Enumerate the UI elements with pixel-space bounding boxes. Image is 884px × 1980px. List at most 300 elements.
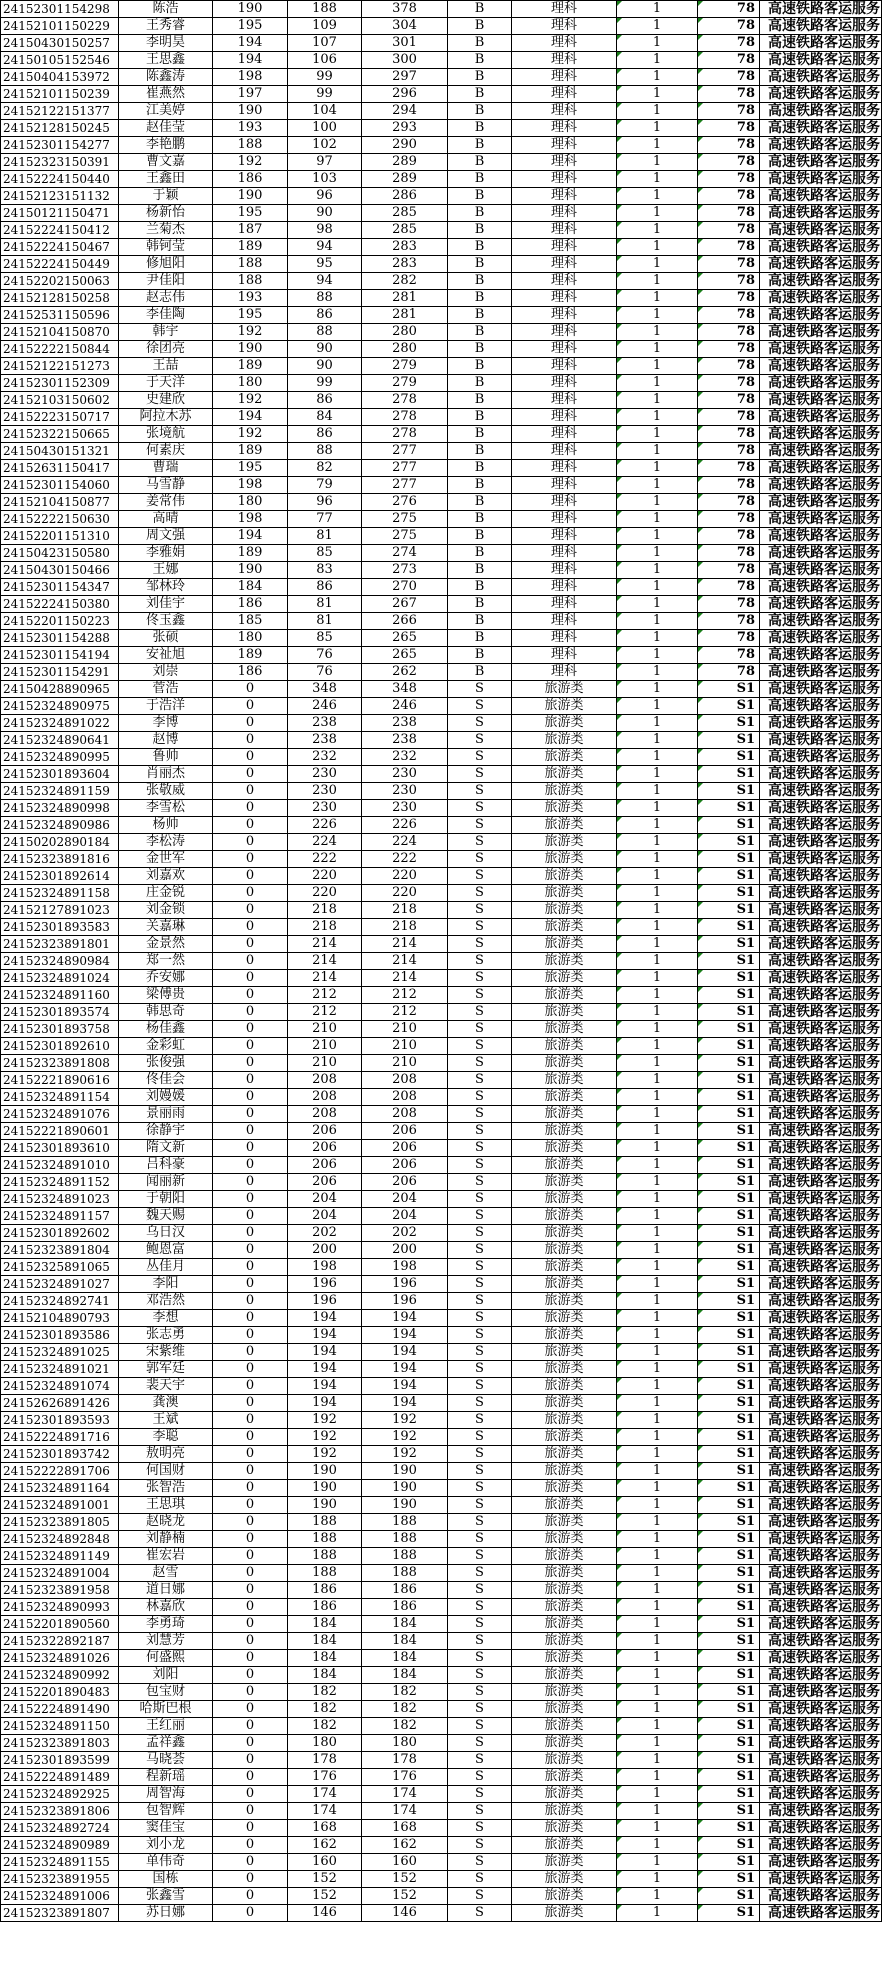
score-b-cell: 190: [288, 1463, 362, 1480]
name-cell: 张鑫雪: [119, 1888, 213, 1905]
total-score-cell: 304: [362, 18, 448, 35]
total-score-cell: 283: [362, 256, 448, 273]
major-cell: 高速铁路客运服务: [760, 256, 882, 273]
count-cell: 1: [617, 562, 698, 579]
score-b-cell: 82: [288, 460, 362, 477]
score-b-cell: 200: [288, 1242, 362, 1259]
category-cell: S: [448, 1667, 512, 1684]
score-a-cell: 190: [213, 1, 288, 18]
major-cell: 高速铁路客运服务: [760, 1106, 882, 1123]
name-cell: 程新瑶: [119, 1769, 213, 1786]
name-cell: 李松涛: [119, 834, 213, 851]
score-a-cell: 0: [213, 834, 288, 851]
score-a-cell: 195: [213, 18, 288, 35]
score-a-cell: 0: [213, 1752, 288, 1769]
exam-id-cell: 24152101150229: [1, 18, 119, 35]
group-cell: S1: [698, 800, 760, 817]
table-row: [1, 664, 882, 681]
name-cell: 菅浩: [119, 681, 213, 698]
score-a-cell: 0: [213, 851, 288, 868]
name-cell: 杨佳鑫: [119, 1021, 213, 1038]
name-cell: 赵雪: [119, 1565, 213, 1582]
table-row: [1, 290, 882, 307]
score-a-cell: 187: [213, 222, 288, 239]
subject-cell: 旅游类: [512, 1803, 617, 1820]
major-cell: 高速铁路客运服务: [760, 52, 882, 69]
category-cell: B: [448, 613, 512, 630]
name-cell: 张硕: [119, 630, 213, 647]
group-cell: S1: [698, 1769, 760, 1786]
group-cell: 78: [698, 443, 760, 460]
table-row: [1, 1, 882, 18]
exam-id-cell: 24152531150596: [1, 307, 119, 324]
subject-cell: 旅游类: [512, 1072, 617, 1089]
score-a-cell: 0: [213, 1004, 288, 1021]
exam-id-cell: 24152324891149: [1, 1548, 119, 1565]
score-b-cell: 81: [288, 596, 362, 613]
count-cell: 1: [617, 698, 698, 715]
total-score-cell: 280: [362, 341, 448, 358]
total-score-cell: 176: [362, 1769, 448, 1786]
group-cell: S1: [698, 851, 760, 868]
total-score-cell: 301: [362, 35, 448, 52]
name-cell: 崔宏岩: [119, 1548, 213, 1565]
group-cell: S1: [698, 1565, 760, 1582]
major-cell: 高速铁路客运服务: [760, 1259, 882, 1276]
group-cell: 78: [698, 86, 760, 103]
group-cell: 78: [698, 579, 760, 596]
total-score-cell: 348: [362, 681, 448, 698]
exam-id-cell: 24152323891807: [1, 1905, 119, 1922]
total-score-cell: 146: [362, 1905, 448, 1922]
count-cell: 1: [617, 324, 698, 341]
score-a-cell: 0: [213, 1701, 288, 1718]
major-cell: 高速铁路客运服务: [760, 545, 882, 562]
count-cell: 1: [617, 188, 698, 205]
category-cell: S: [448, 715, 512, 732]
exam-id-cell: 24152301154277: [1, 137, 119, 154]
total-score-cell: 208: [362, 1106, 448, 1123]
score-b-cell: 76: [288, 664, 362, 681]
count-cell: 1: [617, 613, 698, 630]
group-cell: S1: [698, 1497, 760, 1514]
major-cell: 高速铁路客运服务: [760, 188, 882, 205]
score-b-cell: 104: [288, 103, 362, 120]
category-cell: S: [448, 936, 512, 953]
major-cell: 高速铁路客运服务: [760, 1140, 882, 1157]
group-cell: 78: [698, 52, 760, 69]
total-score-cell: 200: [362, 1242, 448, 1259]
group-cell: S1: [698, 885, 760, 902]
category-cell: B: [448, 103, 512, 120]
total-score-cell: 286: [362, 188, 448, 205]
name-cell: 曹瑞: [119, 460, 213, 477]
table-row: [1, 1599, 882, 1616]
table-row: [1, 868, 882, 885]
name-cell: 敖明亮: [119, 1446, 213, 1463]
category-cell: B: [448, 1, 512, 18]
subject-cell: 旅游类: [512, 732, 617, 749]
score-a-cell: 0: [213, 1854, 288, 1871]
table-row: [1, 35, 882, 52]
table-row: [1, 1633, 882, 1650]
score-b-cell: 77: [288, 511, 362, 528]
subject-cell: 旅游类: [512, 1259, 617, 1276]
count-cell: 1: [617, 545, 698, 562]
subject-cell: 理科: [512, 103, 617, 120]
name-cell: 佟佳会: [119, 1072, 213, 1089]
total-score-cell: 194: [362, 1361, 448, 1378]
category-cell: S: [448, 1786, 512, 1803]
score-b-cell: 182: [288, 1718, 362, 1735]
name-cell: 刘嘉欢: [119, 868, 213, 885]
exam-id-cell: 24152324891006: [1, 1888, 119, 1905]
category-cell: S: [448, 1854, 512, 1871]
score-b-cell: 182: [288, 1684, 362, 1701]
exam-id-cell: 24152224891489: [1, 1769, 119, 1786]
table-row: [1, 120, 882, 137]
name-cell: 佟玉鑫: [119, 613, 213, 630]
group-cell: S1: [698, 834, 760, 851]
exam-id-cell: 24152324892925: [1, 1786, 119, 1803]
group-cell: S1: [698, 868, 760, 885]
score-a-cell: 188: [213, 273, 288, 290]
group-cell: 78: [698, 222, 760, 239]
subject-cell: 旅游类: [512, 1888, 617, 1905]
category-cell: B: [448, 426, 512, 443]
total-score-cell: 152: [362, 1888, 448, 1905]
table-row: [1, 171, 882, 188]
total-score-cell: 265: [362, 630, 448, 647]
subject-cell: 旅游类: [512, 1684, 617, 1701]
score-a-cell: 0: [213, 1820, 288, 1837]
category-cell: S: [448, 698, 512, 715]
count-cell: 1: [617, 783, 698, 800]
score-b-cell: 220: [288, 868, 362, 885]
score-a-cell: 189: [213, 647, 288, 664]
total-score-cell: 174: [362, 1786, 448, 1803]
score-b-cell: 188: [288, 1, 362, 18]
score-a-cell: 0: [213, 1106, 288, 1123]
category-cell: S: [448, 1106, 512, 1123]
exam-id-cell: 24152325891065: [1, 1259, 119, 1276]
score-b-cell: 79: [288, 477, 362, 494]
major-cell: 高速铁路客运服务: [760, 647, 882, 664]
exam-id-cell: 24152301893599: [1, 1752, 119, 1769]
total-score-cell: 206: [362, 1157, 448, 1174]
group-cell: S1: [698, 715, 760, 732]
major-cell: 高速铁路客运服务: [760, 766, 882, 783]
score-a-cell: 0: [213, 1650, 288, 1667]
group-cell: S1: [698, 953, 760, 970]
category-cell: S: [448, 1412, 512, 1429]
exam-id-cell: 24152324890992: [1, 1667, 119, 1684]
group-cell: 78: [698, 562, 760, 579]
category-cell: S: [448, 987, 512, 1004]
group-cell: S1: [698, 681, 760, 698]
subject-cell: 理科: [512, 137, 617, 154]
subject-cell: 理科: [512, 18, 617, 35]
major-cell: 高速铁路客运服务: [760, 1293, 882, 1310]
category-cell: B: [448, 647, 512, 664]
table-row: [1, 800, 882, 817]
category-cell: S: [448, 1735, 512, 1752]
exam-id-cell: 24152323891955: [1, 1871, 119, 1888]
name-cell: 单伟奇: [119, 1854, 213, 1871]
table-row: [1, 1361, 882, 1378]
group-cell: S1: [698, 1752, 760, 1769]
exam-id-cell: 24152324891027: [1, 1276, 119, 1293]
score-a-cell: 184: [213, 579, 288, 596]
major-cell: 高速铁路客运服务: [760, 494, 882, 511]
score-b-cell: 88: [288, 290, 362, 307]
group-cell: S1: [698, 1395, 760, 1412]
name-cell: 裴天宇: [119, 1378, 213, 1395]
score-b-cell: 202: [288, 1225, 362, 1242]
major-cell: 高速铁路客运服务: [760, 1208, 882, 1225]
total-score-cell: 220: [362, 868, 448, 885]
table-row: [1, 1412, 882, 1429]
subject-cell: 旅游类: [512, 1191, 617, 1208]
score-a-cell: 0: [213, 1344, 288, 1361]
major-cell: 高速铁路客运服务: [760, 817, 882, 834]
score-b-cell: 106: [288, 52, 362, 69]
exam-id-cell: 24152324891074: [1, 1378, 119, 1395]
count-cell: 1: [617, 1565, 698, 1582]
subject-cell: 旅游类: [512, 1480, 617, 1497]
name-cell: 金世军: [119, 851, 213, 868]
score-a-cell: 0: [213, 1531, 288, 1548]
category-cell: B: [448, 273, 512, 290]
subject-cell: 理科: [512, 545, 617, 562]
score-b-cell: 186: [288, 1582, 362, 1599]
total-score-cell: 279: [362, 375, 448, 392]
group-cell: S1: [698, 1633, 760, 1650]
total-score-cell: 192: [362, 1412, 448, 1429]
score-a-cell: 0: [213, 1378, 288, 1395]
category-cell: S: [448, 681, 512, 698]
count-cell: 1: [617, 1293, 698, 1310]
score-a-cell: 193: [213, 290, 288, 307]
subject-cell: 旅游类: [512, 1208, 617, 1225]
major-cell: 高速铁路客运服务: [760, 1599, 882, 1616]
major-cell: 高速铁路客运服务: [760, 681, 882, 698]
exam-id-cell: 24152324890989: [1, 1837, 119, 1854]
table-row: [1, 953, 882, 970]
category-cell: S: [448, 749, 512, 766]
group-cell: S1: [698, 1004, 760, 1021]
score-a-cell: 0: [213, 1242, 288, 1259]
count-cell: 1: [617, 1106, 698, 1123]
group-cell: 78: [698, 154, 760, 171]
group-cell: S1: [698, 732, 760, 749]
subject-cell: 旅游类: [512, 902, 617, 919]
score-b-cell: 85: [288, 630, 362, 647]
category-cell: S: [448, 902, 512, 919]
subject-cell: 旅游类: [512, 715, 617, 732]
category-cell: S: [448, 1548, 512, 1565]
category-cell: S: [448, 766, 512, 783]
total-score-cell: 162: [362, 1837, 448, 1854]
subject-cell: 旅游类: [512, 1718, 617, 1735]
category-cell: B: [448, 256, 512, 273]
group-cell: S1: [698, 1480, 760, 1497]
name-cell: 刘嫚媛: [119, 1089, 213, 1106]
table-row: [1, 256, 882, 273]
category-cell: B: [448, 358, 512, 375]
table-row: [1, 817, 882, 834]
group-cell: S1: [698, 1820, 760, 1837]
score-a-cell: 0: [213, 1616, 288, 1633]
count-cell: 1: [617, 1803, 698, 1820]
name-cell: 刘阳: [119, 1667, 213, 1684]
name-cell: 何素庆: [119, 443, 213, 460]
group-cell: S1: [698, 1157, 760, 1174]
exam-id-cell: 24150423150580: [1, 545, 119, 562]
category-cell: S: [448, 1089, 512, 1106]
subject-cell: 旅游类: [512, 1854, 617, 1871]
name-cell: 杨帅: [119, 817, 213, 834]
score-a-cell: 0: [213, 987, 288, 1004]
score-a-cell: 0: [213, 1497, 288, 1514]
score-b-cell: 107: [288, 35, 362, 52]
exam-id-cell: 24152324891076: [1, 1106, 119, 1123]
subject-cell: 旅游类: [512, 1395, 617, 1412]
total-score-cell: 184: [362, 1667, 448, 1684]
name-cell: 尹佳阳: [119, 273, 213, 290]
score-a-cell: 0: [213, 953, 288, 970]
table-row: [1, 1293, 882, 1310]
name-cell: 梁傅贵: [119, 987, 213, 1004]
exam-id-cell: 24152223150717: [1, 409, 119, 426]
total-score-cell: 212: [362, 1004, 448, 1021]
subject-cell: 旅游类: [512, 1242, 617, 1259]
subject-cell: 理科: [512, 290, 617, 307]
table-row: [1, 885, 882, 902]
subject-cell: 理科: [512, 460, 617, 477]
exam-id-cell: 24152122151377: [1, 103, 119, 120]
total-score-cell: 289: [362, 154, 448, 171]
major-cell: 高速铁路客运服务: [760, 1021, 882, 1038]
major-cell: 高速铁路客运服务: [760, 324, 882, 341]
score-b-cell: 214: [288, 936, 362, 953]
total-score-cell: 214: [362, 936, 448, 953]
major-cell: 高速铁路客运服务: [760, 1565, 882, 1582]
table-row: [1, 766, 882, 783]
table-row: [1, 273, 882, 290]
score-a-cell: 198: [213, 477, 288, 494]
total-score-cell: 267: [362, 596, 448, 613]
table-row: [1, 188, 882, 205]
group-cell: S1: [698, 1276, 760, 1293]
score-a-cell: 0: [213, 1412, 288, 1429]
category-cell: S: [448, 1072, 512, 1089]
score-a-cell: 0: [213, 1361, 288, 1378]
total-score-cell: 246: [362, 698, 448, 715]
group-cell: 78: [698, 494, 760, 511]
total-score-cell: 210: [362, 1055, 448, 1072]
major-cell: 高速铁路客运服务: [760, 562, 882, 579]
category-cell: B: [448, 579, 512, 596]
group-cell: 78: [698, 35, 760, 52]
score-b-cell: 194: [288, 1378, 362, 1395]
major-cell: 高速铁路客运服务: [760, 834, 882, 851]
count-cell: 1: [617, 1395, 698, 1412]
count-cell: 1: [617, 137, 698, 154]
count-cell: 1: [617, 222, 698, 239]
name-cell: 闻丽新: [119, 1174, 213, 1191]
count-cell: 1: [617, 1684, 698, 1701]
group-cell: 78: [698, 324, 760, 341]
score-a-cell: 0: [213, 1565, 288, 1582]
name-cell: 刘金锁: [119, 902, 213, 919]
total-score-cell: 285: [362, 222, 448, 239]
score-a-cell: 180: [213, 630, 288, 647]
subject-cell: 旅游类: [512, 1650, 617, 1667]
table-row: [1, 477, 882, 494]
group-cell: 78: [698, 69, 760, 86]
category-cell: S: [448, 1293, 512, 1310]
table-row: [1, 1344, 882, 1361]
subject-cell: 理科: [512, 494, 617, 511]
exam-id-cell: 24152104150870: [1, 324, 119, 341]
count-cell: 1: [617, 1820, 698, 1837]
exam-id-cell: 24152301893586: [1, 1327, 119, 1344]
total-score-cell: 194: [362, 1395, 448, 1412]
table-row: [1, 426, 882, 443]
name-cell: 张志勇: [119, 1327, 213, 1344]
score-a-cell: 0: [213, 1837, 288, 1854]
score-a-cell: 190: [213, 562, 288, 579]
table-row: [1, 715, 882, 732]
category-cell: S: [448, 1378, 512, 1395]
subject-cell: 旅游类: [512, 1004, 617, 1021]
group-cell: S1: [698, 1905, 760, 1922]
category-cell: S: [448, 783, 512, 800]
total-score-cell: 281: [362, 290, 448, 307]
group-cell: 78: [698, 613, 760, 630]
count-cell: 1: [617, 1735, 698, 1752]
subject-cell: 旅游类: [512, 1106, 617, 1123]
table-row: [1, 936, 882, 953]
exam-id-cell: 24152224150380: [1, 596, 119, 613]
group-cell: S1: [698, 1718, 760, 1735]
exam-id-cell: 24152224150440: [1, 171, 119, 188]
major-cell: 高速铁路客运服务: [760, 936, 882, 953]
category-cell: B: [448, 154, 512, 171]
name-cell: 金彩虹: [119, 1038, 213, 1055]
total-score-cell: 296: [362, 86, 448, 103]
score-a-cell: 0: [213, 1463, 288, 1480]
count-cell: 1: [617, 1344, 698, 1361]
total-score-cell: 202: [362, 1225, 448, 1242]
subject-cell: 理科: [512, 86, 617, 103]
exam-id-cell: 24152324891021: [1, 1361, 119, 1378]
score-a-cell: 0: [213, 817, 288, 834]
subject-cell: 理科: [512, 222, 617, 239]
group-cell: 78: [698, 188, 760, 205]
table-row: [1, 851, 882, 868]
score-b-cell: 196: [288, 1276, 362, 1293]
table-row: [1, 987, 882, 1004]
name-cell: 龚澳: [119, 1395, 213, 1412]
table-row: [1, 613, 882, 630]
exam-id-cell: 24152103150602: [1, 392, 119, 409]
total-score-cell: 214: [362, 970, 448, 987]
score-b-cell: 208: [288, 1072, 362, 1089]
count-cell: 1: [617, 273, 698, 290]
category-cell: S: [448, 1310, 512, 1327]
